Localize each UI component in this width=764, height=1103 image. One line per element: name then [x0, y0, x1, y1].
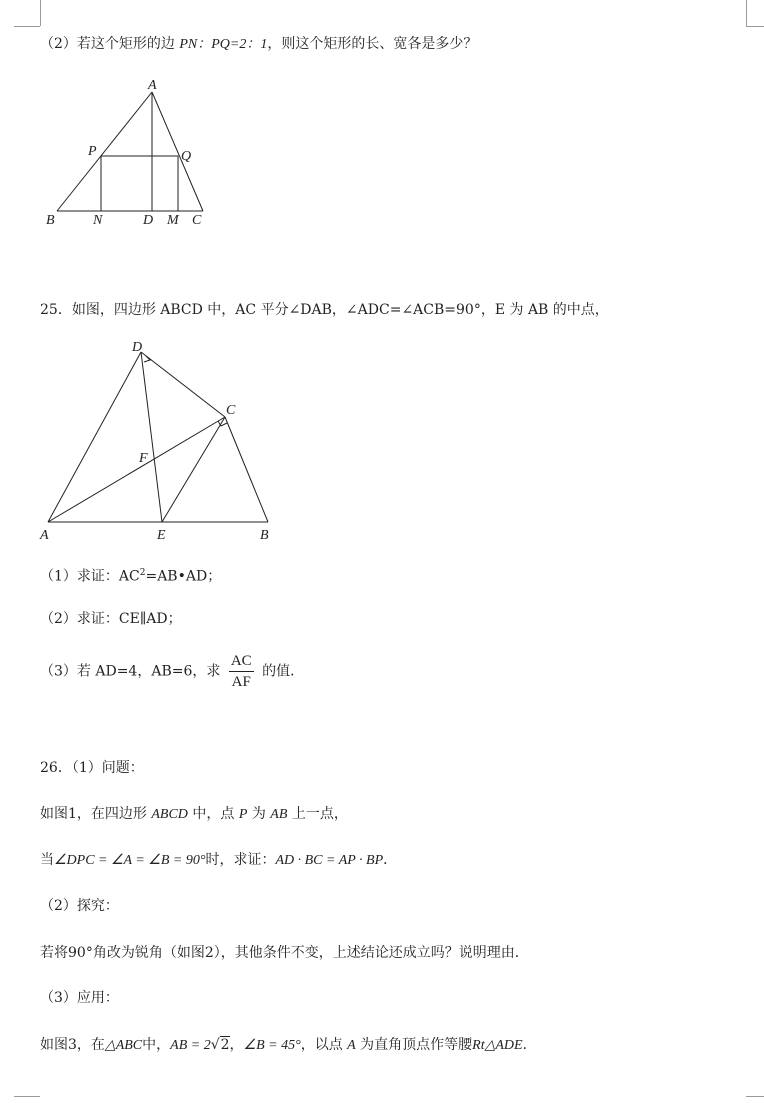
q25-part3: （3）若 AD=4，AB=6，求 $\frac{AC}{AF}$ 的值．	[40, 653, 305, 690]
q25-part2: （2）求证：CE∥AD；	[40, 611, 182, 627]
corner-mark-top-right	[746, 0, 747, 26]
side-DC	[141, 352, 225, 417]
q25-part1: （1）求证：$AC^2=AB•AD$；	[40, 568, 222, 585]
label-C: C	[226, 403, 236, 418]
corner-mark-bottom-left	[14, 1096, 40, 1097]
segment-DE	[141, 352, 162, 522]
corner-mark-top-left	[40, 0, 41, 26]
q26-part3-title: （3）应用：	[40, 990, 119, 1006]
fraction-ac-over-af: $\frac{AC}{AF}$	[230, 653, 252, 690]
ratio-text: PN：PQ=2：1	[179, 37, 268, 52]
segment-CE	[162, 417, 225, 522]
q26-part2-text: 若将90°角改为锐角（如图2），其他条件不变，上述结论还成立吗？说明理由．	[40, 945, 529, 961]
side-AD	[48, 352, 141, 522]
label-B: B	[260, 528, 269, 543]
sqrt-sign: √	[210, 1037, 220, 1053]
q26-line2: 当∠DPC = ∠A = ∠B = 90°时，求证：AD · BC = AP · BP．	[40, 852, 398, 868]
label-C: C	[192, 213, 202, 228]
q26-line1: 如图1，在四边形 ABCD 中，点 P 为 AB 上一点，	[40, 806, 348, 822]
q26-title: 26．（1）问题：	[40, 760, 144, 776]
label-D: D	[132, 340, 143, 355]
diagonal-AC	[48, 417, 225, 522]
rectangle-PQMN	[101, 156, 178, 211]
label-N: N	[93, 213, 103, 228]
figure-triangle-rectangle	[40, 74, 220, 234]
right-angle-mark-D	[144, 356, 150, 362]
label-M: M	[167, 213, 179, 228]
label-F: F	[139, 451, 148, 466]
q25-stem: 25．如图，四边形 ABCD 中，AC 平分∠DAB，∠ADC=∠ACB=90°，E 为 AB 的中点，	[40, 302, 609, 318]
q24-part2: （2）若这个矩形的边 PN：PQ=2：1，则这个矩形的长、宽各是多少？	[40, 36, 478, 52]
figure-quadrilateral-abcd	[36, 334, 286, 549]
side-AB	[57, 92, 152, 211]
label-A: A	[40, 528, 49, 543]
label-E: E	[157, 528, 166, 543]
corner-mark-bottom-right	[746, 1096, 764, 1097]
side-CB	[225, 417, 268, 522]
corner-mark-top-right-h	[746, 26, 764, 27]
q26-line3: 如图3，在△ABC中，AB = 2√2，∠B = 45°，以点 A 为直角顶点作等腰Rt△ADE．	[40, 1037, 537, 1053]
label-B: B	[46, 213, 55, 228]
label-Q: Q	[181, 149, 192, 164]
q26-part2-title: （2）探究：	[40, 898, 119, 914]
label-D: D	[143, 213, 154, 228]
label-P: P	[88, 144, 97, 159]
corner-mark-top-left-h	[14, 26, 40, 27]
label-A: A	[148, 78, 157, 93]
